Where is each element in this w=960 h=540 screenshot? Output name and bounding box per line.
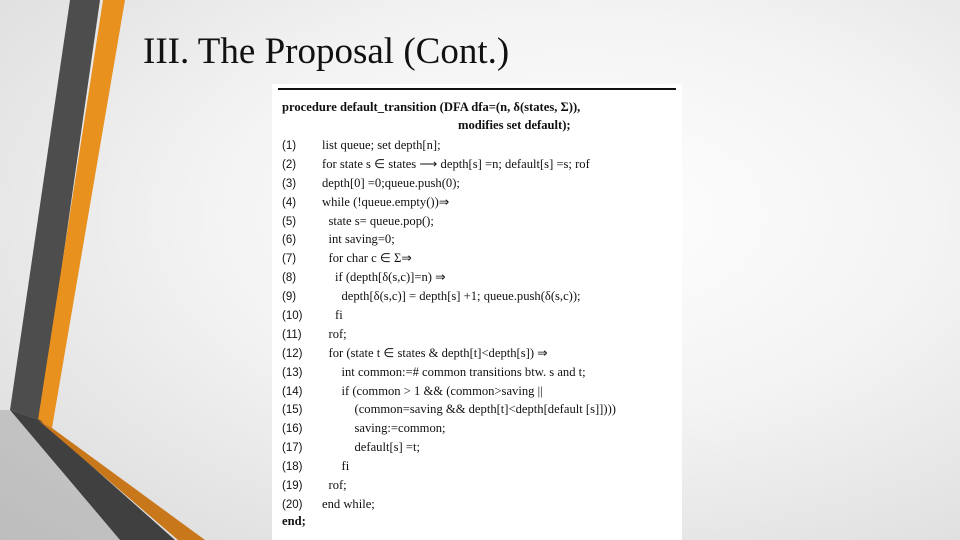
code-line	[282, 476, 674, 495]
code-text: for (state t ∈ states & depth[t]<depth[s]) ⇒	[328, 345, 548, 360]
code-line	[282, 155, 674, 174]
code-text: depth[0] =0;queue.push(0);	[322, 175, 460, 190]
line-number: (19)	[282, 480, 303, 493]
code-line	[282, 136, 674, 155]
code-line	[282, 174, 674, 193]
line-number: (2)	[282, 158, 297, 171]
code-text: while (!queue.empty())⇒	[322, 194, 450, 209]
code-line	[282, 419, 674, 438]
line-number: (3)	[282, 177, 297, 190]
code-line	[282, 325, 674, 344]
code-text: int common:=# common transitions btw. s and t;	[341, 364, 586, 379]
code-text: default[s] =t;	[354, 440, 421, 455]
line-number: (10)	[282, 310, 303, 323]
code-line	[282, 438, 674, 457]
code-text: depth[δ(s,c)] = depth[s] +1; queue.push(δ(s,c));	[341, 289, 581, 304]
algorithm-box	[272, 84, 682, 540]
shadow-bar	[0, 410, 120, 540]
code-line	[282, 249, 674, 268]
code-text: rof;	[328, 478, 347, 493]
code-line	[282, 382, 674, 401]
code-line	[282, 363, 674, 382]
line-number: (13)	[282, 366, 303, 379]
code-line	[282, 400, 674, 419]
code-line	[282, 212, 674, 231]
code-text: if (depth[δ(s,c)]=n) ⇒	[335, 270, 446, 285]
line-number: (12)	[282, 347, 303, 360]
line-number: (1)	[282, 140, 297, 152]
line-number: (7)	[282, 253, 297, 266]
line-number: (5)	[282, 215, 297, 228]
code-text: (common=saving && depth[t]<depth[default [s]])))	[354, 402, 616, 417]
line-number: (15)	[282, 404, 303, 417]
procedure-header	[282, 90, 674, 132]
code-text: for char c ∈ Σ⇒	[328, 251, 412, 266]
line-number: (9)	[282, 291, 297, 304]
slide-title: III. The Proposal (Cont.)	[143, 31, 510, 72]
procedure-signature: procedure default_transition (DFA dfa=(n, δ(states, Σ)),	[282, 100, 581, 114]
line-number: (14)	[282, 385, 303, 398]
code-text: end while;	[322, 496, 375, 511]
code-text: fi	[341, 459, 350, 474]
code-text: saving:=common;	[354, 421, 446, 436]
code-line	[282, 306, 674, 325]
line-number: (8)	[282, 272, 297, 285]
code-line	[282, 287, 674, 306]
code-text: state s= queue.pop();	[328, 213, 434, 228]
code-text: if (common > 1 && (common>saving ||	[341, 383, 543, 398]
code-line	[282, 268, 674, 287]
code-text: int saving=0;	[328, 232, 395, 247]
code-lines	[282, 136, 674, 514]
line-number: (16)	[282, 423, 303, 436]
code-line	[282, 495, 674, 514]
code-text: rof;	[328, 326, 347, 341]
line-number: (11)	[282, 328, 302, 341]
code-line	[282, 457, 674, 476]
procedure-end: end;	[282, 513, 306, 528]
code-line	[282, 344, 674, 363]
code-text: fi	[335, 308, 343, 323]
code-line	[282, 193, 674, 212]
line-number: (4)	[282, 196, 297, 209]
line-number: (17)	[282, 442, 303, 455]
line-number: (6)	[282, 234, 297, 247]
code-text: list queue; set depth[n];	[322, 138, 441, 152]
procedure-modifies: modifies set default);	[458, 118, 571, 132]
line-number: (20)	[282, 498, 303, 511]
line-number: (18)	[282, 461, 303, 474]
code-line	[282, 230, 674, 249]
code-text: for state s ∈ states ⟶ depth[s] =n; default[s] =s; rof	[322, 156, 590, 171]
